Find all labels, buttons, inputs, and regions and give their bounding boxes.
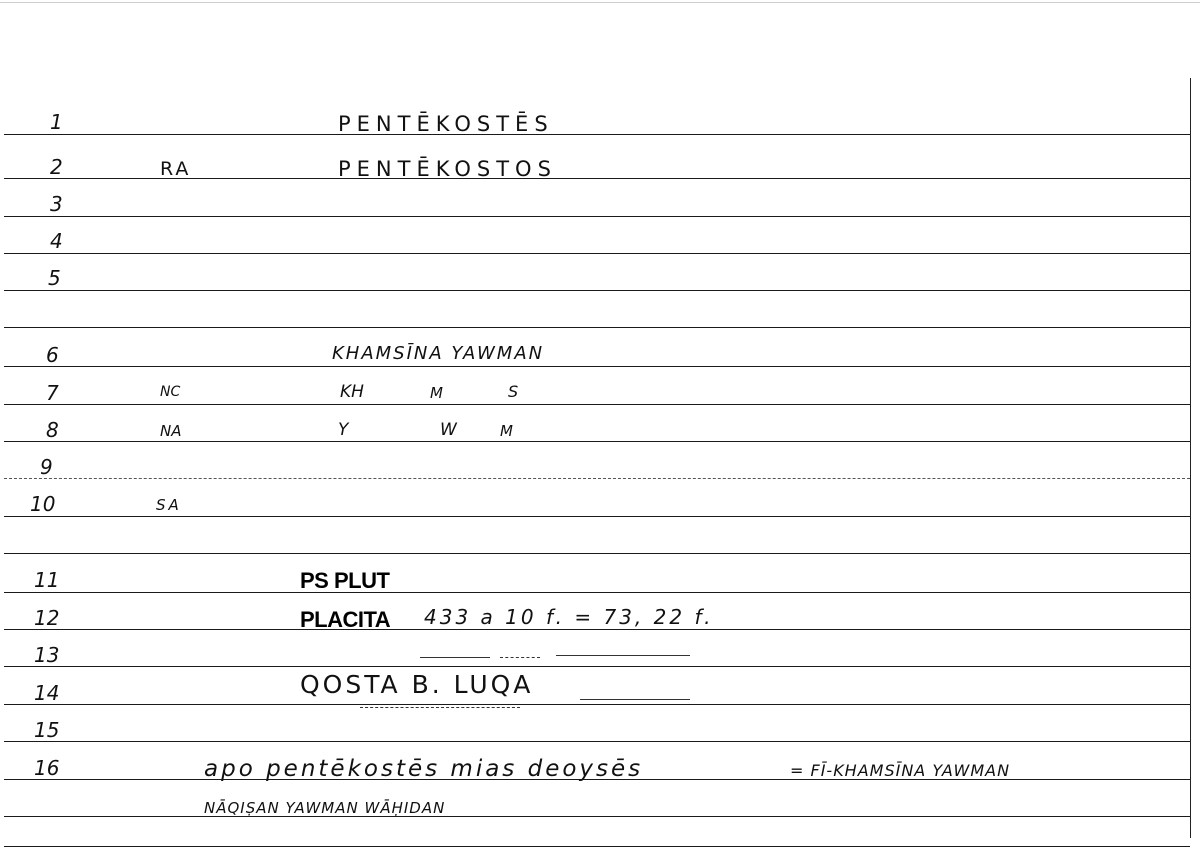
stray-mark bbox=[500, 657, 540, 658]
entry-m: M bbox=[430, 384, 443, 402]
line-number: 3 bbox=[50, 192, 63, 216]
rule-line bbox=[4, 553, 1190, 554]
rule-line bbox=[4, 816, 1190, 817]
entry-code-nc: NC bbox=[160, 384, 181, 400]
line-number: 8 bbox=[46, 418, 59, 442]
entry-placita-reference: 433 a 10 f. = 73, 22 f. bbox=[424, 605, 714, 629]
rule-line bbox=[4, 404, 1190, 405]
rule-line bbox=[4, 253, 1190, 254]
rule-line bbox=[4, 666, 1190, 667]
entry-y: Y bbox=[338, 420, 349, 440]
entry-code-na: NA bbox=[160, 422, 182, 440]
line-number: 7 bbox=[46, 381, 59, 405]
entry-ps-plut: PS PLUT bbox=[300, 568, 390, 593]
entry-code-ra: RA bbox=[160, 158, 192, 180]
line-number: 1 bbox=[50, 110, 63, 134]
stray-mark bbox=[580, 699, 690, 700]
stray-mark bbox=[556, 655, 690, 656]
entry-code-sa: SA bbox=[156, 496, 182, 514]
stray-mark bbox=[360, 707, 520, 708]
line-number: 10 bbox=[30, 492, 56, 516]
rule-line bbox=[4, 846, 1190, 847]
line-number: 6 bbox=[46, 343, 59, 367]
rule-line bbox=[4, 134, 1190, 135]
entry-arabic-phrase: = FĪ-KHAMSĪNA YAWMAN bbox=[790, 761, 1011, 780]
line-number: 13 bbox=[34, 643, 60, 667]
rule-line bbox=[4, 366, 1190, 367]
entry-pentekostes: PENTĒKOSTĒS bbox=[338, 112, 554, 136]
line-number: 4 bbox=[50, 229, 63, 253]
rule-line bbox=[4, 327, 1190, 328]
stray-mark bbox=[420, 657, 490, 658]
rule-line bbox=[4, 478, 1190, 479]
entry-arabic-continuation: NĀQIṢAN YAWMAN WĀḤIDAN bbox=[204, 799, 446, 817]
entry-s: S bbox=[508, 382, 519, 401]
line-number: 11 bbox=[34, 568, 60, 592]
rule-line bbox=[4, 441, 1190, 442]
line-number: 5 bbox=[48, 266, 61, 290]
entry-qosta-b-luqa: QOSTA B. LUQA bbox=[300, 670, 534, 699]
rule-line bbox=[4, 704, 1190, 705]
entry-pentekostos: PENTĒKOSTOS bbox=[338, 157, 557, 181]
card-top-edge bbox=[0, 2, 1200, 3]
rule-line bbox=[4, 592, 1190, 593]
line-number: 14 bbox=[34, 681, 60, 705]
card-right-border bbox=[1190, 78, 1191, 838]
rule-line bbox=[4, 741, 1190, 742]
entry-khamsina-yawman: KHAMSĪNA YAWMAN bbox=[332, 343, 545, 364]
line-number: 16 bbox=[34, 756, 60, 780]
rule-line bbox=[4, 216, 1190, 217]
rule-line bbox=[4, 290, 1190, 291]
line-number: 15 bbox=[34, 718, 60, 742]
entry-kh: KH bbox=[340, 382, 364, 402]
rule-line bbox=[4, 516, 1190, 517]
rule-line bbox=[4, 629, 1190, 630]
entry-w: W bbox=[440, 420, 457, 440]
entry-m2: M bbox=[500, 422, 513, 440]
line-number: 2 bbox=[50, 155, 63, 179]
entry-placita: PLACITA bbox=[300, 607, 391, 632]
line-number: 9 bbox=[40, 455, 53, 479]
line-number: 12 bbox=[34, 606, 60, 630]
entry-greek-phrase: apo pentēkostēs mias deoysēs bbox=[204, 756, 644, 782]
